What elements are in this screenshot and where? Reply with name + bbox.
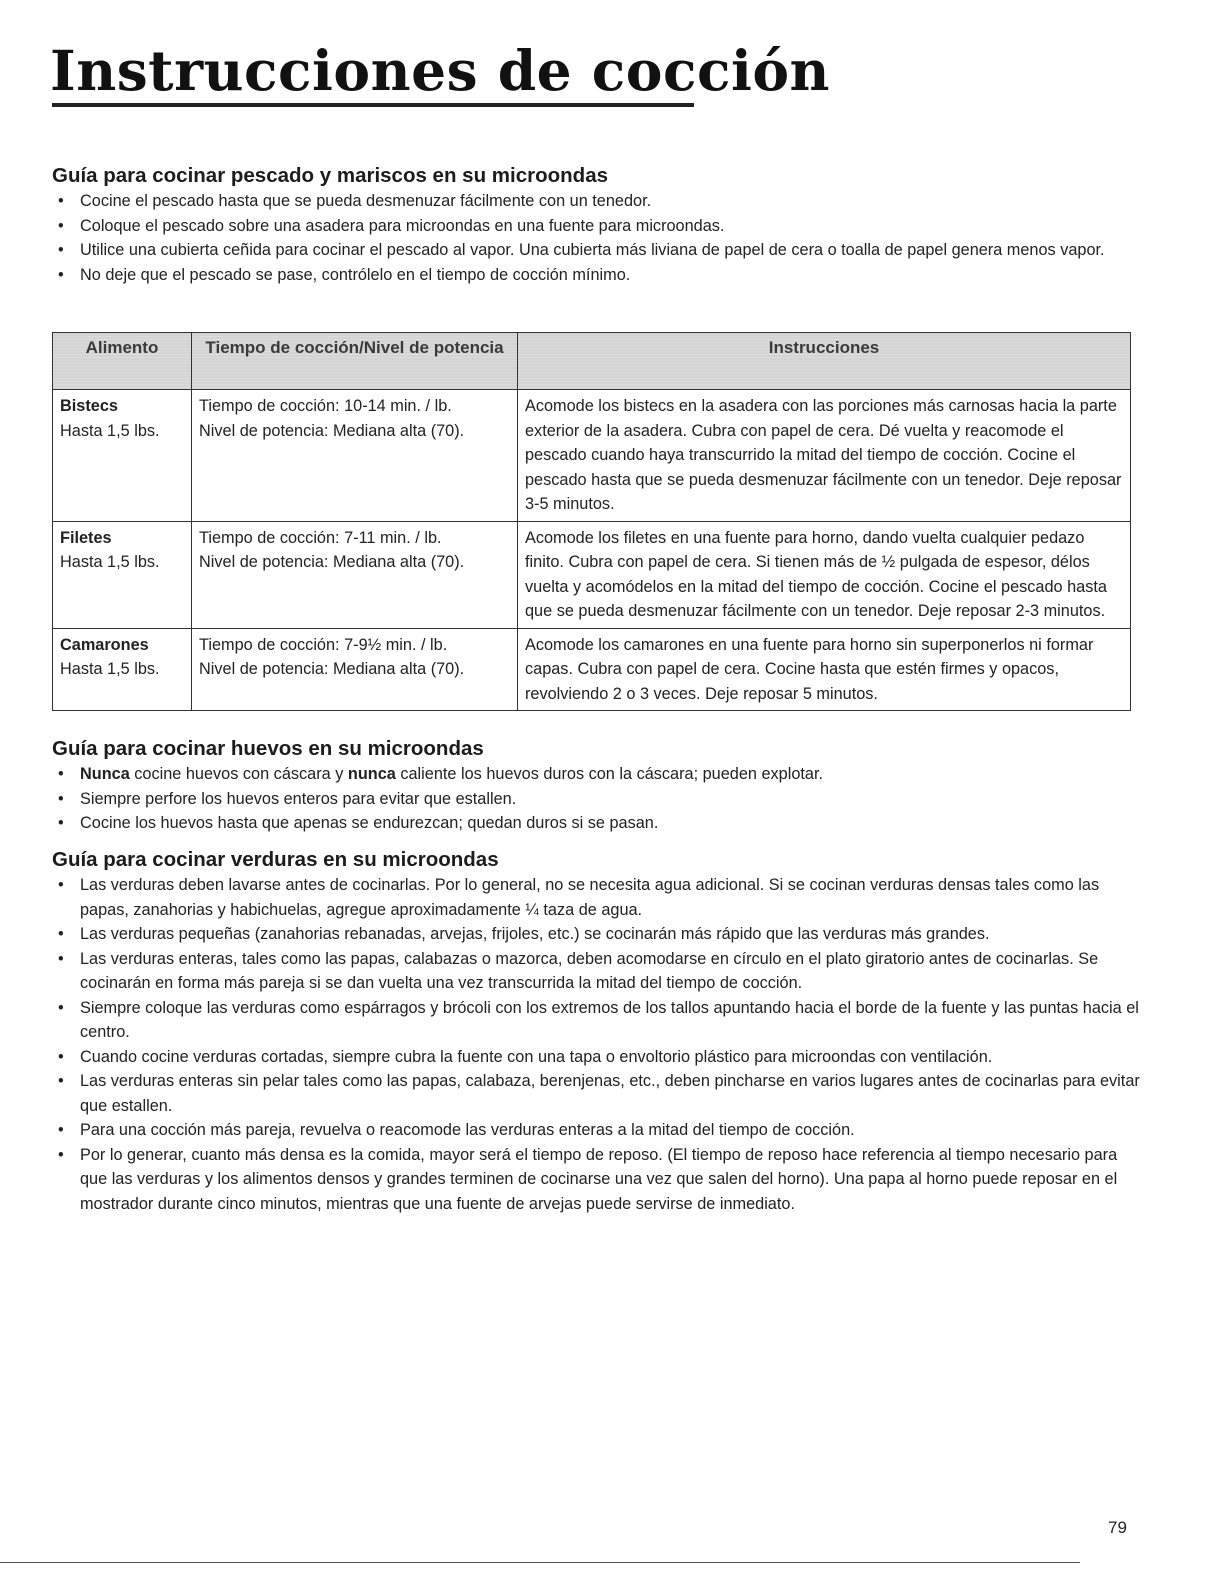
fish-section <box>52 163 1142 287</box>
page-number: 79 <box>1108 1518 1127 1537</box>
list-item: • Las verduras enteras, tales como las papas, calabazas o mazorca, deben acomodarse en círculo en el plato giratorio antes de cocinarlas. Se cocinarán en forma más pareja si se dan vuelta una vez transcurrida la mitad del tiempo de cocción. <box>52 947 1142 996</box>
power-level: Nivel de potencia: Mediana alta (70). <box>199 660 465 678</box>
time-power-cell <box>192 521 518 628</box>
eggs-bullet-list <box>52 762 1142 836</box>
list-item: • No deje que el pescado se pase, contrólelo en el tiempo de cocción mínimo. <box>52 263 1142 288</box>
food-cell <box>53 521 192 628</box>
fish-bullet-list <box>52 189 1142 287</box>
veg-section <box>52 847 1142 1216</box>
cook-time: Tiempo de cocción: 7-11 min. / lb. <box>199 528 442 547</box>
fish-heading: Guía para cocinar pescado y mariscos en su microondas <box>52 164 608 187</box>
table-row <box>53 390 1131 522</box>
list-item: • Utilice una cubierta ceñida para cocinar el pescado al vapor. Una cubierta más liviana de papel de cera o toalla de papel genera menos vapor. <box>52 238 1142 263</box>
list-item: • Siempre coloque las verduras como espárragos y brócoli con los extremos de los tallos apuntando hacia el borde de la fuente y las puntas hacia el centro. <box>52 996 1142 1045</box>
list-item: • Coloque el pescado sobre una asadera para microondas en una fuente para microondas. <box>52 214 1142 239</box>
food-name: Filetes <box>60 528 112 547</box>
veg-heading: Guía para cocinar verduras en su microondas <box>52 848 499 871</box>
food-name: Bistecs <box>60 397 118 415</box>
time-power-cell <box>192 390 518 522</box>
food-quantity: Hasta 1,5 lbs. <box>60 553 160 571</box>
table-row <box>53 521 1131 628</box>
food-cell <box>53 628 192 711</box>
list-item: • Las verduras enteras sin pelar tales como las papas, calabaza, berenjenas, etc., deben pincharse en varios lugares antes de cocinarlas para evitar que estallen. <box>52 1069 1142 1118</box>
list-item: • Por lo generar, cuanto más densa es la comida, mayor será el tiempo de reposo. (El tiempo de reposo hace referencia al tiempo necesario para que las verduras y los alimentos densos y grandes terminen de cocinarse una vez que salen del horno). Una papa al horno puede reposar en el mostrador durante cinco minutos, mientras que una fuente de arvejas puede servirse de inmediato. <box>52 1143 1142 1217</box>
table-row <box>53 628 1131 711</box>
cook-time: Tiempo de cocción: 7-9½ min. / lb. <box>199 635 448 654</box>
instructions-cell: Acomode los filetes en una fuente para horno, dando vuelta cualquier pedazo finito. Cubra con papel de cera. Si tienen más de ½ pulgada de espesor, délos vuelta y acomódelos en la mitad del tiempo de cocción. Cocine el pescado hasta que se pueda desmenuzar fácilmente con un tenedor. Deje reposar 2-3 minutos. <box>518 521 1131 628</box>
header-time-power: Tiempo de cocción/Nivel de potencia <box>192 333 518 390</box>
header-instructions: Instrucciones <box>518 333 1131 390</box>
list-item: • Las verduras deben lavarse antes de cocinarlas. Por lo general, no se necesita agua adicional. Si se cocinan verduras densas tales como las papas, zanahorias y habichuelas, agregue aproximadamente ¼ taza de agua. <box>52 873 1142 922</box>
list-item: • Cocine el pescado hasta que se pueda desmenuzar fácilmente con un tenedor. <box>52 189 1142 214</box>
eggs-heading: Guía para cocinar huevos en su microondas <box>52 737 484 760</box>
eggs-section <box>52 736 1142 836</box>
emphasis-text: nunca <box>347 765 396 783</box>
instructions-cell: Acomode los camarones en una fuente para horno sin superponerlos ni formar capas. Cubra con papel de cera. Cocine hasta que estén firmes y opacos, revolviendo 2 o 3 veces. Deje reposar 5 minutos. <box>518 628 1131 711</box>
header-food: Alimento <box>53 333 192 390</box>
list-item <box>52 762 1142 787</box>
food-cell <box>53 390 192 522</box>
list-item: • Siempre perfore los huevos enteros para evitar que estallen. <box>52 787 1142 812</box>
food-quantity: Hasta 1,5 lbs. <box>60 421 160 440</box>
bullet-text: cocine huevos con cáscara y <box>129 765 348 783</box>
veg-bullet-list <box>52 873 1142 1216</box>
power-level: Nivel de potencia: Mediana alta (70). <box>199 553 465 571</box>
title-underline <box>52 103 694 107</box>
cook-time: Tiempo de cocción: 10-14 min. / lb. <box>199 397 452 415</box>
list-item: • Cuando cocine verduras cortadas, siempre cubra la fuente con una tapa o envoltorio plástico para microondas con ventilación. <box>52 1045 1142 1070</box>
instructions-cell: Acomode los bistecs en la asadera con las porciones más carnosas hacia la parte exterior de la asadera. Cubra con papel de cera. Dé vuelta y reacomode el pescado cuando haya transcurrido la mitad del tiempo de cocción. Cocine el pescado hasta que se pueda desmenuzar fácilmente con un tenedor. Deje reposar 3-5 minutos. <box>518 390 1131 522</box>
food-quantity: Hasta 1,5 lbs. <box>60 660 160 678</box>
page-title: Instrucciones de cocción <box>50 38 831 103</box>
list-item: • Las verduras pequeñas (zanahorias rebanadas, arvejas, frijoles, etc.) se cocinarán más rápido que las verduras más grandes. <box>52 922 1142 947</box>
bullet-text: caliente los huevos duros con la cáscara; pueden explotar. <box>395 765 824 783</box>
food-name: Camarones <box>60 635 149 654</box>
cooking-table-wrap <box>52 332 1130 711</box>
bottom-rule <box>0 1562 1080 1563</box>
list-item: • Cocine los huevos hasta que apenas se endurezcan; quedan duros si se pasan. <box>52 811 1142 836</box>
time-power-cell <box>192 628 518 711</box>
power-level: Nivel de potencia: Mediana alta (70). <box>199 421 465 440</box>
emphasis-text: Nunca <box>80 765 130 783</box>
list-item: • Para una cocción más pareja, revuelva o reacomode las verduras enteras a la mitad del tiempo de cocción. <box>52 1118 1142 1143</box>
cooking-table <box>52 332 1131 711</box>
table-header-row <box>53 333 1131 390</box>
